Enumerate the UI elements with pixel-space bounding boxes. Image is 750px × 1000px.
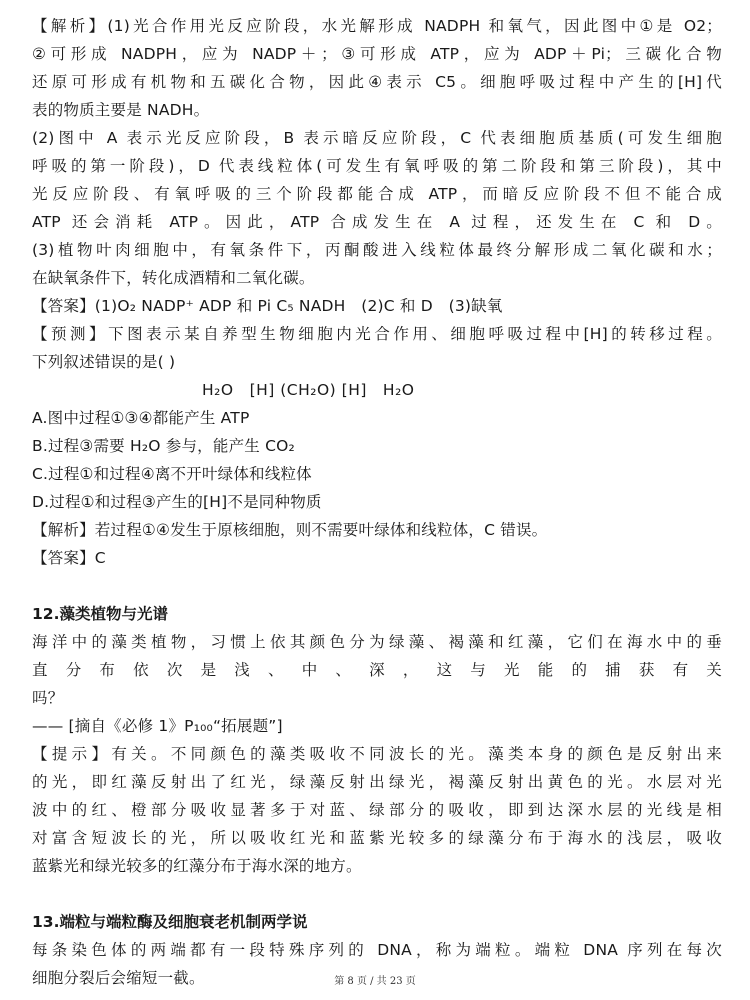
analysis-line: ②可形成 NADPH，应为 NADP＋；③可形成 ATP，应为 ADP＋Pi；三碳化合物 bbox=[32, 45, 722, 63]
analysis-line: (3)植物叶肉细胞中，有氧条件下，丙酮酸进入线粒体最终分解形成二氧化碳和水； bbox=[32, 241, 722, 259]
analysis-line: 在缺氧条件下，转化成酒精和二氧化碳。 bbox=[32, 269, 315, 287]
section-12-question: 直分布依次是浅、中、深，这与光能的捕获有关 bbox=[32, 661, 722, 679]
section-12-source: —— [摘自《必修 1》P₁₀₀“拓展题”] bbox=[32, 717, 283, 735]
section-12-question: 海洋中的藻类植物，习惯上依其颜色分为绿藻、褐藻和红藻，它们在海水中的垂 bbox=[32, 633, 722, 651]
predict-line: 下列叙述错误的是( ) bbox=[32, 353, 176, 371]
analysis-line: 呼吸的第一阶段)，D 代表线粒体(可发生有氧呼吸的第二阶段和第三阶段)，其中 bbox=[32, 157, 722, 175]
section-13-body: 每条染色体的两端都有一段特殊序列的 DNA，称为端粒。端粒 DNA 序列在每次 bbox=[32, 941, 722, 959]
answer-line: 【答案】(1)O₂ NADP⁺ ADP 和 Pi C₅ NADH (2)C 和 D (3)缺氧 bbox=[32, 297, 503, 315]
analysis-line: 光反应阶段、有氧呼吸的三个阶段都能合成 ATP，而暗反应阶段不但不能合成 bbox=[32, 185, 722, 203]
section-12-title: 12.藻类植物与光谱 bbox=[32, 605, 168, 623]
page-content bbox=[32, 12, 722, 992]
analysis-line: ATP 还会消耗 ATP。因此，ATP 合成发生在 A 过程，还发生在 C 和 D。 bbox=[32, 213, 722, 231]
section-12-question: 吗？ bbox=[32, 689, 64, 707]
option-b: B.过程③需要 H₂O 参与，能产生 CO₂ bbox=[32, 437, 295, 455]
section-12-hint: 对富含短波长的光，所以吸收红光和蓝紫光较多的绿藻分布于海水的浅层，吸收 bbox=[32, 829, 722, 847]
option-d: D.过程①和过程③产生的[H]不是同种物质 bbox=[32, 493, 322, 511]
analysis-line: 【解析】(1)光合作用光反应阶段，水光解形成 NADPH 和氧气，因此图中①是 O2； bbox=[32, 17, 722, 35]
section-12-hint: 的光，即红藻反射出了红光，绿藻反射出绿光，褐藻反射出黄色的光。水层对光 bbox=[32, 773, 722, 791]
reaction-formula: H₂O [H] (CH₂O) [H] H₂O bbox=[202, 381, 415, 399]
section-12-hint: 【提示】有关。不同颜色的藻类吸收不同波长的光。藻类本身的颜色是反射出来 bbox=[32, 745, 722, 763]
analysis-line: 还原可形成有机物和五碳化合物，因此④表示 C5。细胞呼吸过程中产生的[H]代 bbox=[32, 73, 722, 91]
analysis2-line: 【解析】若过程①④发生于原核细胞，则不需要叶绿体和线粒体，C 错误。 bbox=[32, 521, 548, 539]
option-c: C.过程①和过程④离不开叶绿体和线粒体 bbox=[32, 465, 312, 483]
section-12-hint: 蓝紫光和绿光较多的红藻分布于海水深的地方。 bbox=[32, 857, 362, 875]
answer2-line: 【答案】C bbox=[32, 549, 106, 567]
section-13-title: 13.端粒与端粒酶及细胞衰老机制两学说 bbox=[32, 913, 308, 931]
section-13-body: 细胞分裂后会缩短一截。 bbox=[32, 969, 205, 987]
page-footer: 第 8 页 / 共 23 页 bbox=[334, 976, 416, 987]
analysis-line: 表的物质主要是 NADH。 bbox=[32, 101, 210, 119]
section-12-hint: 波中的红、橙部分吸收显著多于对蓝、绿部分的吸收，即到达深水层的光线是相 bbox=[32, 801, 722, 819]
option-a: A.图中过程①③④都能产生 ATP bbox=[32, 409, 250, 427]
analysis-line: (2)图中 A 表示光反应阶段，B 表示暗反应阶段，C 代表细胞质基质(可发生细胞 bbox=[32, 129, 722, 147]
predict-line: 【预测】下图表示某自养型生物细胞内光合作用、细胞呼吸过程中[H]的转移过程。 bbox=[32, 325, 722, 343]
